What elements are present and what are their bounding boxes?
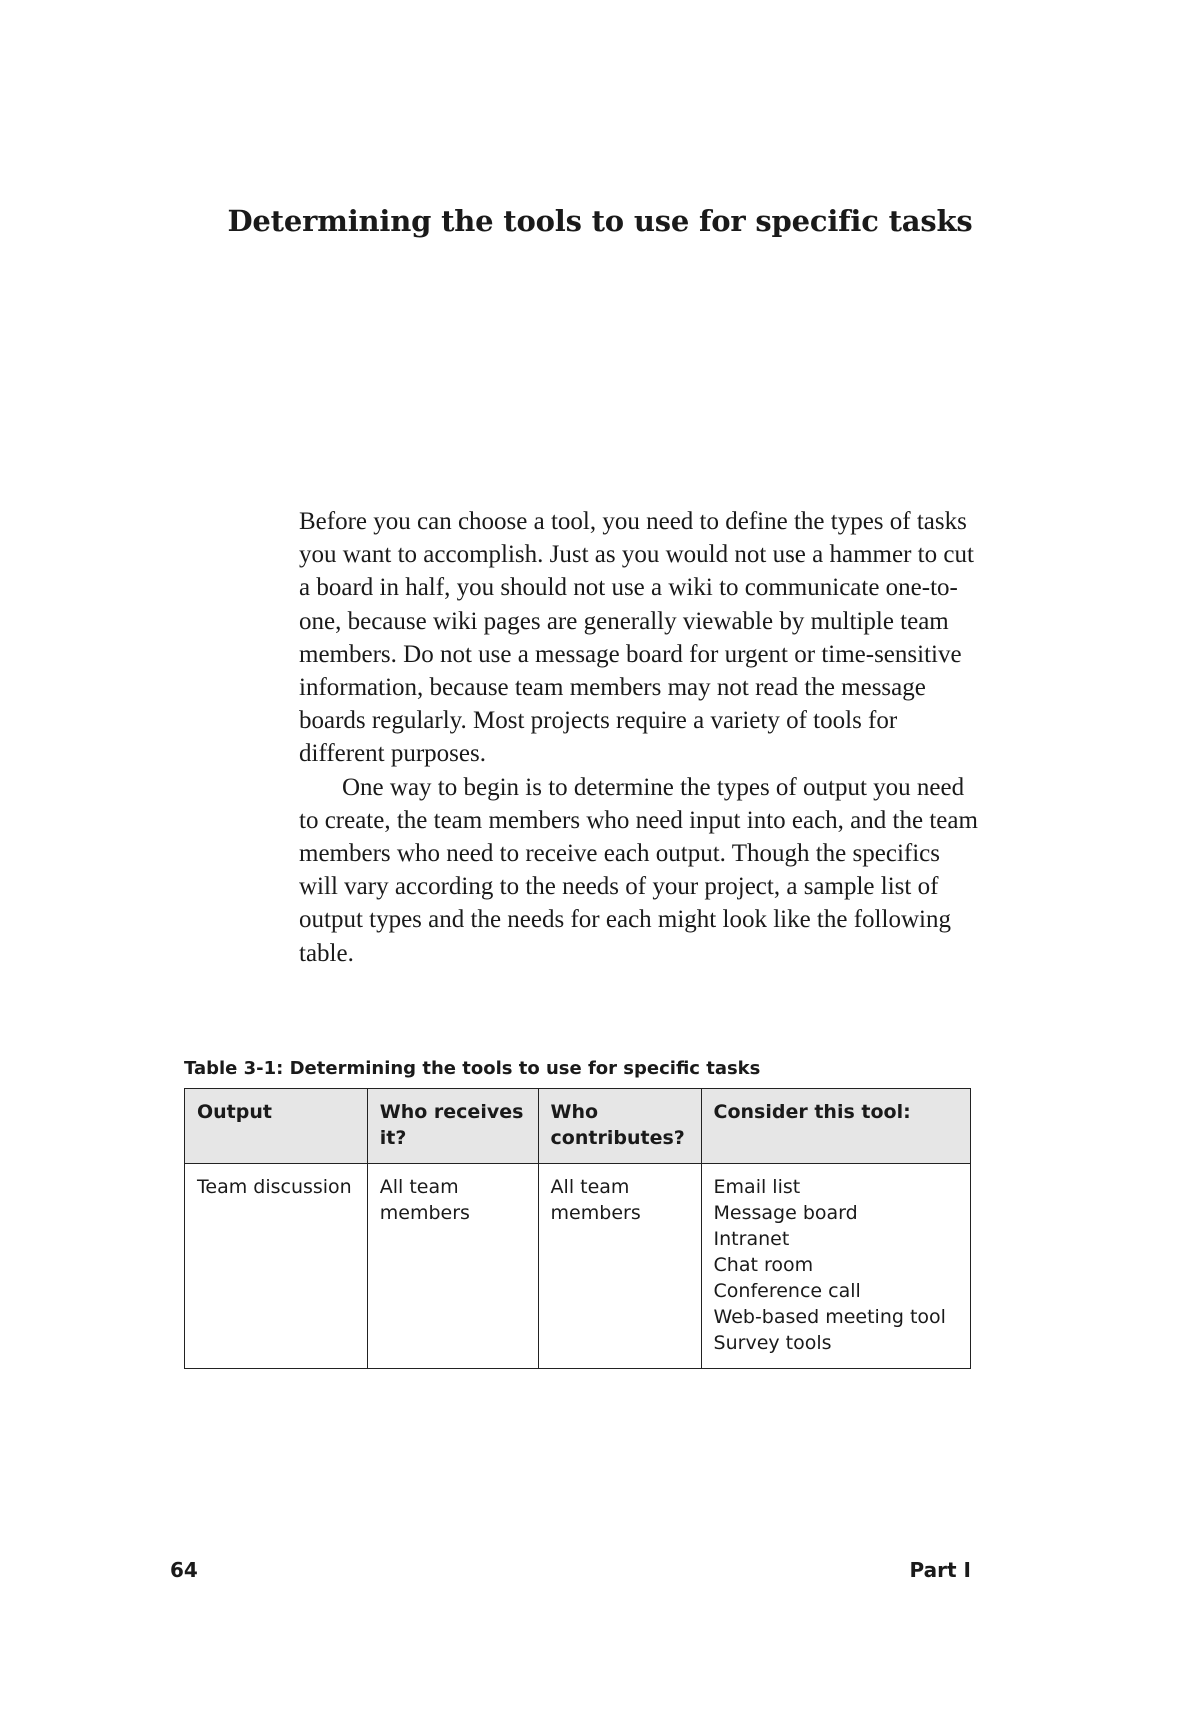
tool-item: Email list [713, 1176, 801, 1198]
part-label: Part I [909, 1558, 971, 1582]
header-who-contributes: Who contributes? [538, 1089, 701, 1164]
tool-item: Chat room [713, 1254, 814, 1276]
cell-receives: All team members [367, 1164, 538, 1369]
body-text [299, 505, 979, 970]
tool-item: Web-based meeting tool [713, 1306, 946, 1328]
cell-output: Team discussion [185, 1164, 368, 1369]
header-consider-tool: Consider this tool: [701, 1089, 970, 1164]
tool-item: Message board [713, 1202, 858, 1224]
cell-contributes: All team members [538, 1164, 701, 1369]
paragraph: One way to begin is to determine the types of output you need to create, the team members who need input into each, and the team members who need to receive each output. Though the specifics will vary according to the needs of your project, a sample list of output types and the needs for each might look like the following table. [299, 773, 978, 967]
tool-item: Conference call [713, 1280, 861, 1302]
header-who-receives: Who receives it? [367, 1089, 538, 1164]
page-title: Determining the tools to use for specific tasks [227, 204, 973, 238]
tool-item: Survey tools [713, 1332, 832, 1354]
tools-table [184, 1088, 971, 1369]
header-output: Output [185, 1089, 368, 1164]
table-header-row [185, 1089, 971, 1164]
table-caption: Table 3-1: Determining the tools to use for specific tasks [184, 1058, 761, 1079]
tool-item: Intranet [713, 1228, 790, 1250]
page-number: 64 [170, 1558, 198, 1582]
paragraph: Before you can choose a tool, you need to define the types of tasks you want to accomplish. Just as you would not use a hammer to cut a board in half, you should not use a wiki to communicate one-to-one, because wiki pages are generally viewable by multiple team members. Do not use a message board for urgent or time-sensitive information, because team members may not read the message boards regularly. Most projects require a variety of tools for different purposes. [299, 508, 974, 768]
cell-tools [701, 1164, 970, 1369]
table-row [185, 1164, 971, 1369]
